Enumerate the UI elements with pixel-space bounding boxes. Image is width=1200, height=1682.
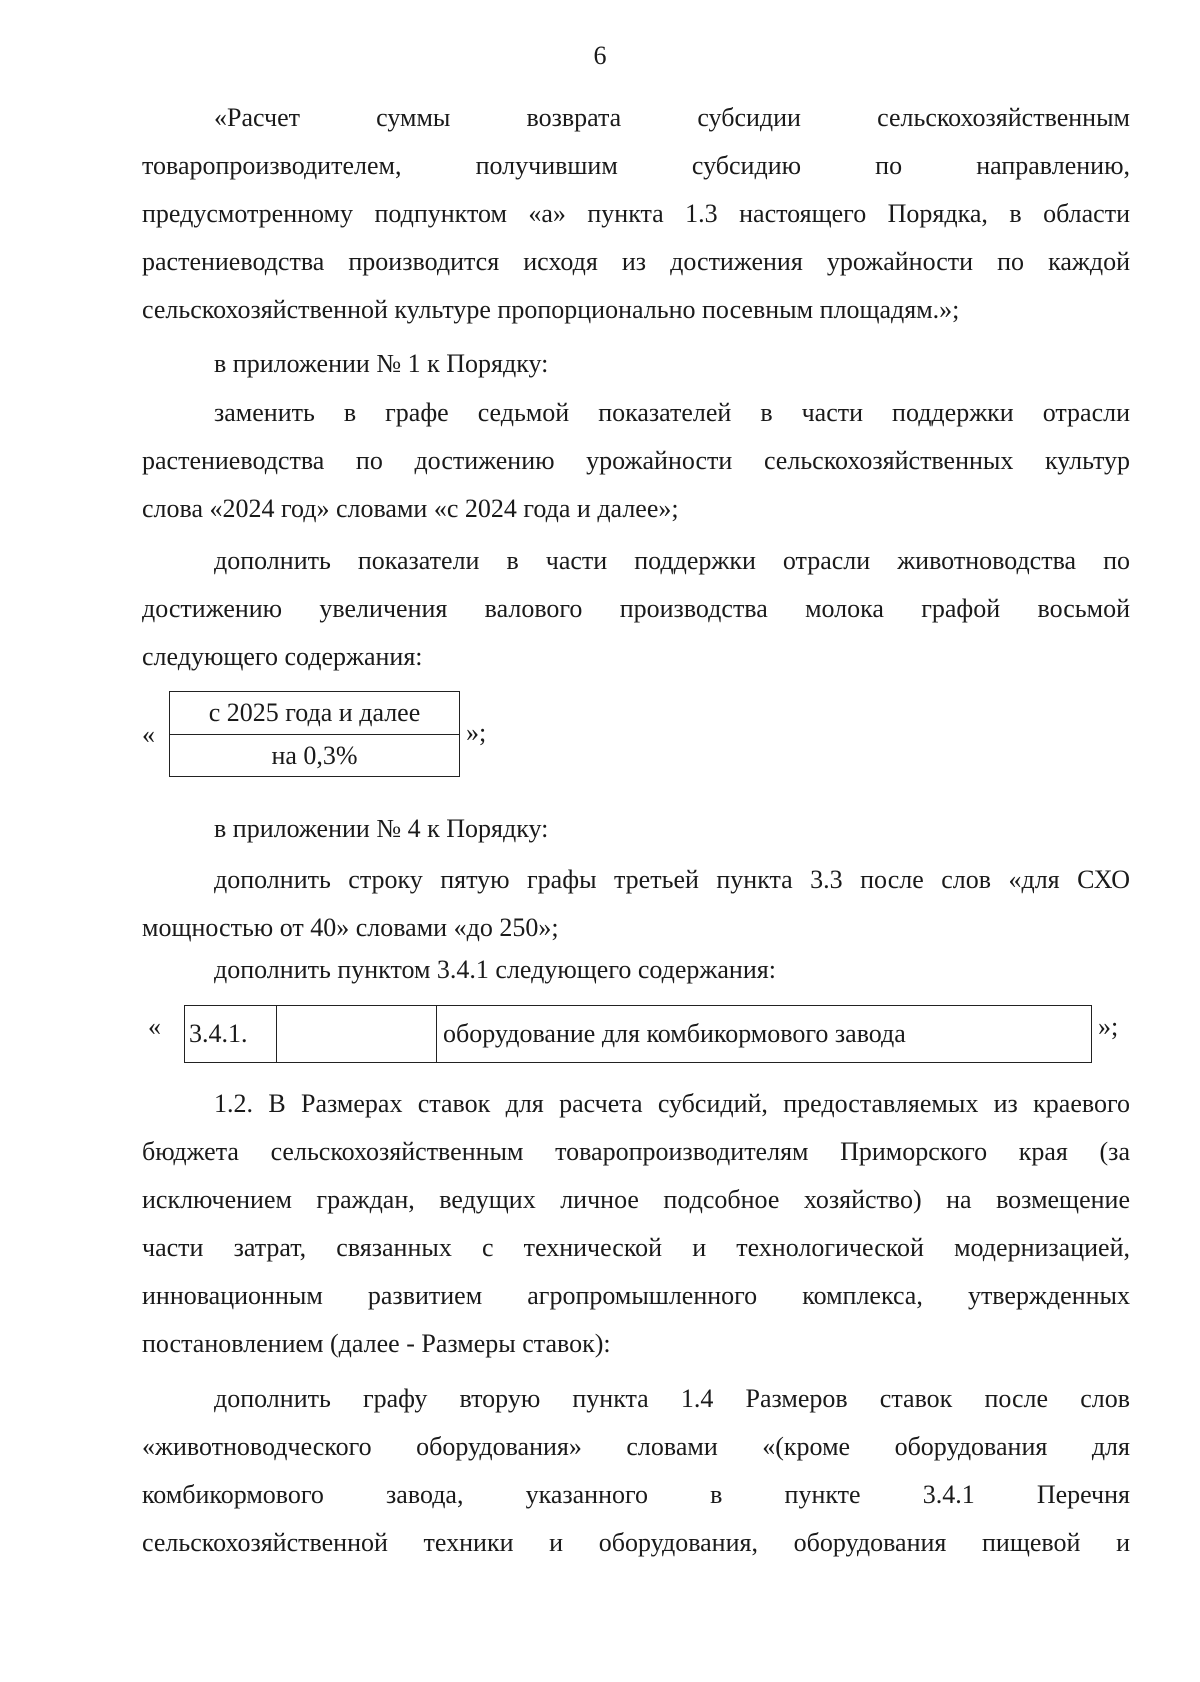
text-line: постановлением (далее - Размеры ставок):	[142, 1329, 611, 1358]
paragraph-return-calculation	[142, 94, 1130, 334]
text-line: растениеводства по достижению урожайности сельскохозяйственных культур	[142, 446, 1130, 475]
text-line: части затрат, связанных с технической и технологической модернизацией,	[142, 1233, 1130, 1262]
close-quote: »;	[1098, 1012, 1119, 1041]
text-line: дополнить графу вторую пункта 1.4 Размеров ставок после слов	[214, 1384, 1130, 1413]
paragraph-appendix-1	[142, 340, 1130, 388]
insert-table-feed-mill	[184, 1005, 1092, 1063]
text-line: комбикормового завода, указанного в пункте 3.4.1 Перечня	[142, 1480, 1130, 1509]
text-line: достижению увеличения валового производства молока графой восьмой	[142, 594, 1130, 623]
text-line: в приложении № 1 к Порядку:	[214, 349, 549, 378]
text-line: дополнить пунктом 3.4.1 следующего содержания:	[214, 955, 776, 984]
table-cell: оборудование для комбикормового завода	[443, 1019, 906, 1048]
text-line: следующего содержания:	[142, 642, 423, 671]
insert-table-milk	[169, 691, 460, 777]
text-line: в приложении № 4 к Порядку:	[214, 814, 549, 843]
page-number: 6	[593, 41, 607, 70]
text-line: сельскохозяйственной техники и оборудования, оборудования пищевой и	[142, 1528, 1130, 1557]
paragraph-appendix-4	[142, 805, 1130, 853]
text-line: заменить в графе седьмой показателей в части поддержки отрасли	[214, 398, 1130, 427]
text-line: растениеводства производится исходя из достижения урожайности по каждой	[142, 247, 1130, 276]
text-line: предусмотренному подпунктом «а» пункта 1.3 настоящего Порядка, в области	[142, 199, 1130, 228]
text-line: дополнить строку пятую графы третьей пункта 3.3 после слов «для СХО	[214, 865, 1130, 894]
paragraph-add-column-two	[142, 1375, 1130, 1567]
table-cell: на 0,3%	[271, 741, 358, 770]
text-line: исключением граждан, ведущих личное подсобное хозяйство) на возмещение	[142, 1185, 1130, 1214]
text-line: «Расчет суммы возврата субсидии сельскохозяйственным	[214, 103, 1130, 132]
close-quote: »;	[466, 718, 487, 747]
table-cell: 3.4.1.	[185, 1006, 277, 1062]
text-line: «животноводческого оборудования» словами «(кроме оборудования для	[142, 1432, 1130, 1461]
paragraph-add-row-five	[142, 856, 1130, 952]
paragraph-add-column-eight	[142, 537, 1130, 681]
text-line: бюджета сельскохозяйственным товаропроизводителям Приморского края (за	[142, 1137, 1130, 1166]
text-line: сельскохозяйственной культуре пропорционально посевным площадям.»;	[142, 295, 960, 324]
open-quote: «	[148, 1012, 161, 1041]
text-line: 1.2. В Размерах ставок для расчета субсидий, предоставляемых из краевого	[214, 1089, 1130, 1118]
paragraph-rates-section	[142, 1080, 1130, 1368]
table-cell: с 2025 года и далее	[170, 692, 459, 735]
table-cell	[277, 1006, 437, 1062]
text-line: товаропроизводителем, получившим субсидию по направлению,	[142, 151, 1130, 180]
open-quote: «	[142, 720, 155, 749]
text-line: мощностью от 40» словами «до 250»;	[142, 913, 559, 942]
text-line: слова «2024 год» словами «с 2024 года и далее»;	[142, 494, 679, 523]
paragraph-add-item-3-4-1	[142, 946, 1130, 994]
text-line: инновационным развитием агропромышленного комплекса, утвержденных	[142, 1281, 1130, 1310]
paragraph-replace-column-seven	[142, 389, 1130, 533]
text-line: дополнить показатели в части поддержки отрасли животноводства по	[214, 546, 1130, 575]
